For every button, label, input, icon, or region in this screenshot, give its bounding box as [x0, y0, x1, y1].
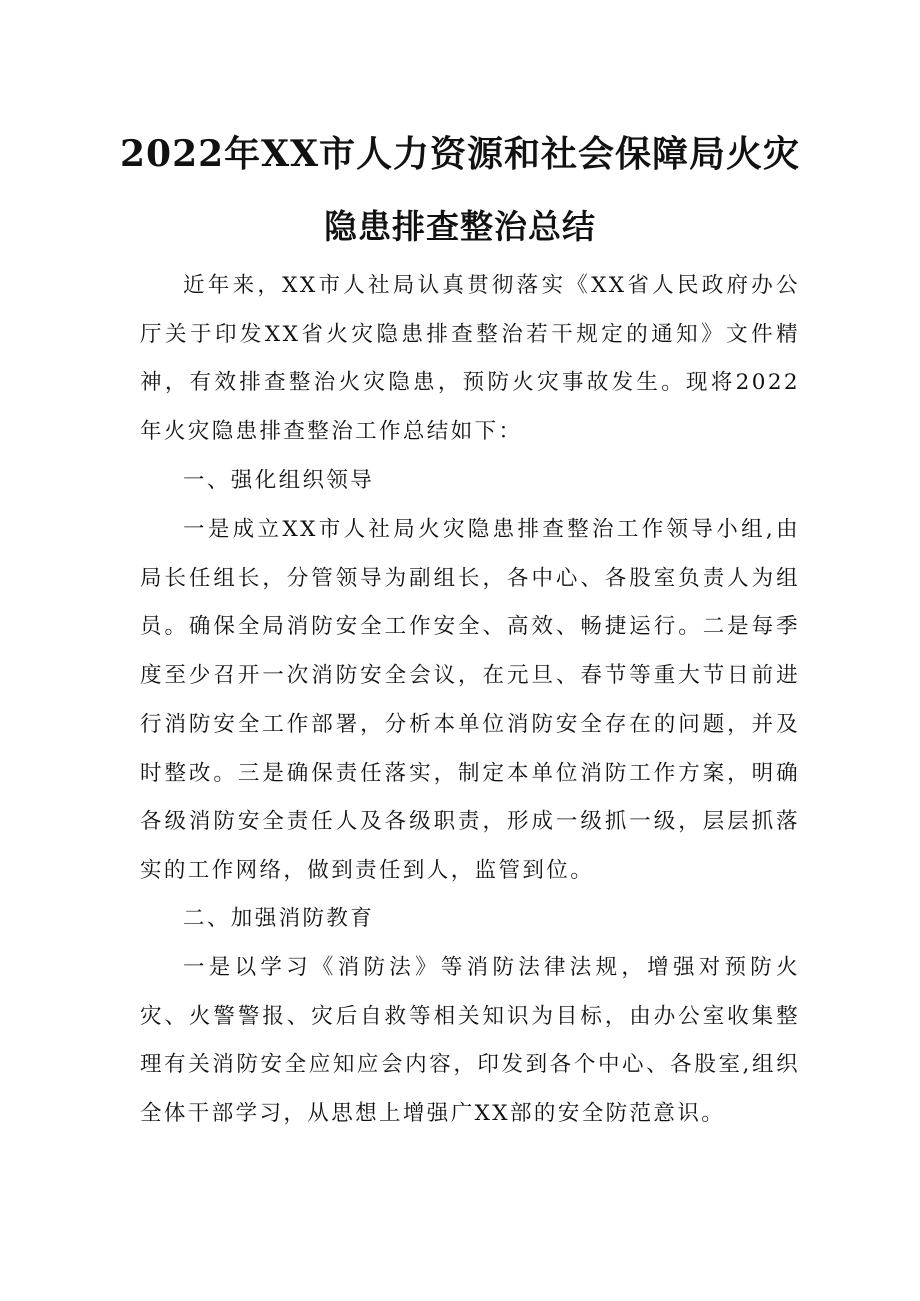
section-heading-2	[140, 895, 800, 944]
section-2-paragraph	[140, 944, 800, 1139]
section-heading-1	[140, 457, 800, 506]
paragraph-text: 近年来，XX市人社局认真贯彻落实《XX省人民政府办公厅关于印发XX省火灾隐患排查整治若干规定的通知》文件精神，有效排查整治火灾隐患，预防火灾事故发生。现将2022年火灾隐患排查整治工作总结如下：	[140, 273, 800, 445]
paragraph-text: 一是以学习《消防法》等消防法律法规，增强对预防火灾、火警警报、灾后自救等相关知识为目标，由办公室收集整理有关消防安全应知应会内容，印发到各个中心、各股室,组织全体干部学习，从思想上增强广XX部的安全防范意识。	[140, 955, 800, 1127]
document-title-line-1: 2022年XX市人力资源和社会保障局火灾	[119, 133, 801, 175]
document-title-line-2: 隐患排查整治总结	[324, 207, 596, 246]
section-1-paragraph	[140, 506, 800, 896]
intro-paragraph	[140, 262, 800, 457]
paragraph-text: 一是成立XX市人社局火灾隐患排查整治工作领导小组,由局长任组长，分管领导为副组长，各中心、各股室负责人为组员。确保全局消防安全工作安全、高效、畅捷运行。二是每季度至少召开一次消防安全会议，在元旦、春节等重大节日前进行消防安全工作部署，分析本单位消防安全存在的问题，并及时整改。三是确保责任落实，制定本单位消防工作方案，明确各级消防安全责任人及各级职责，形成一级抓一级，层层抓落实的工作网络，做到责任到人，监管到位。	[140, 517, 800, 883]
section-heading-text: 一、强化组织领导	[183, 468, 375, 493]
section-heading-text: 二、加强消防教育	[183, 906, 375, 931]
